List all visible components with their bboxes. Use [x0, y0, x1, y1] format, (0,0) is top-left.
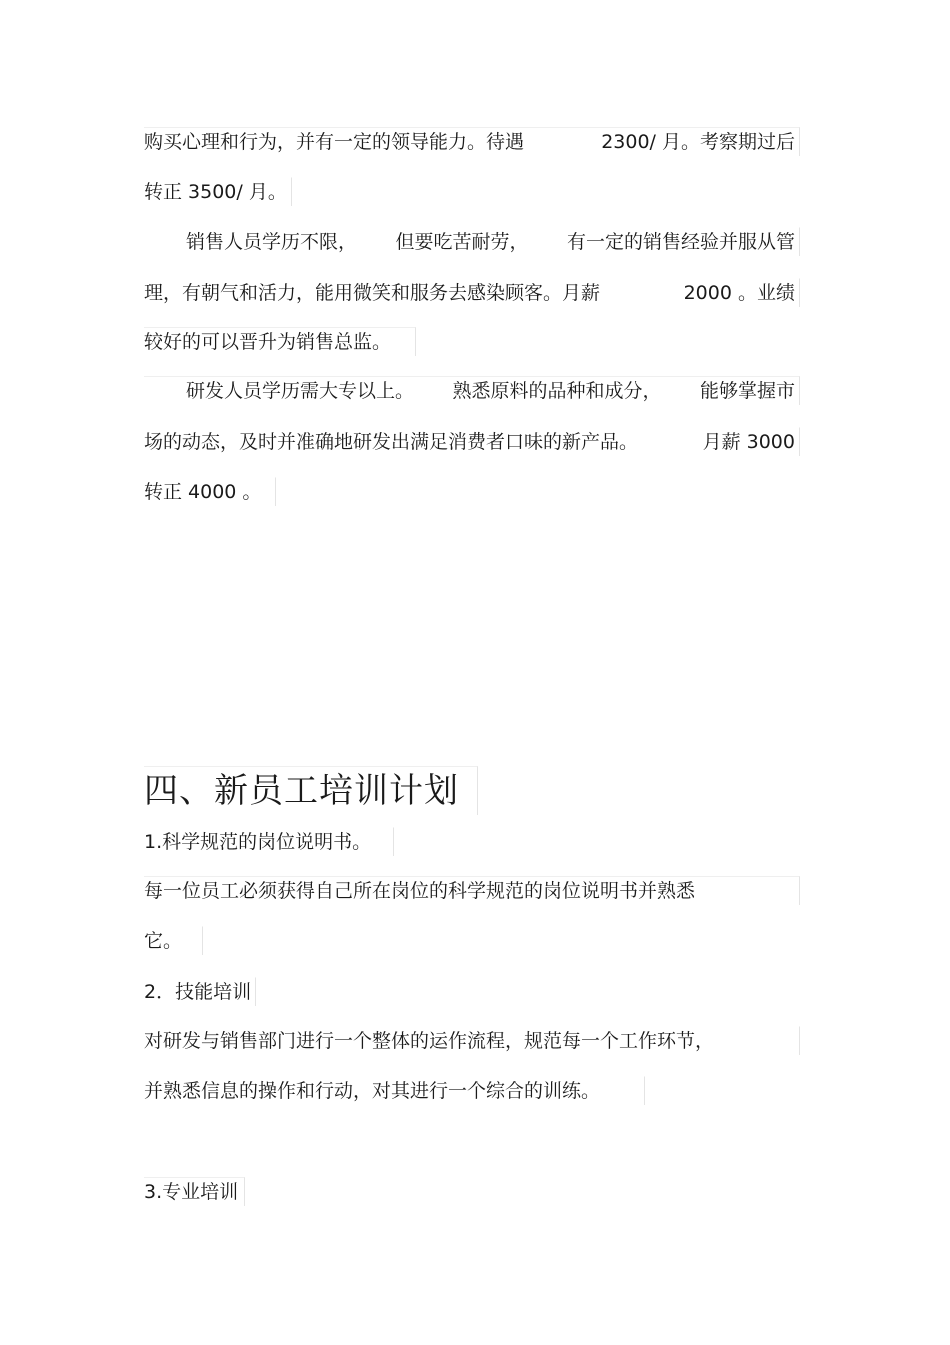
- paragraph-line: 转正 3500/ 月。: [144, 177, 292, 206]
- text-segment: 月薪 3000: [702, 431, 795, 453]
- list-item-title: 3.专业培训: [144, 1177, 245, 1206]
- list-item-title: 2．技能培训: [144, 977, 256, 1006]
- text-segment: 熟悉原料的品种和成分，: [452, 380, 662, 402]
- text-segment: 2300/ 月。考察期过后: [601, 131, 795, 153]
- paragraph-line: 每一位员工必须获得自己所在岗位的科学规范的岗位说明书并熟悉: [144, 876, 800, 905]
- paragraph-line: 转正 4000 。: [144, 477, 276, 506]
- text-segment: 能够掌握市: [699, 380, 795, 402]
- paragraph-line: 较好的可以晋升为销售总监。: [144, 327, 416, 356]
- list-item-title: 1.科学规范的岗位说明书。: [144, 827, 394, 856]
- text-segment: 理，有朝气和活力，能用微笑和服务去感染顾客。月薪: [144, 282, 601, 304]
- paragraph-line: 它。: [144, 926, 203, 955]
- text-segment: 2000 。业绩: [683, 282, 795, 304]
- paragraph-line: [144, 278, 800, 307]
- text-segment: 研发人员学历需大专以上。: [186, 380, 415, 402]
- paragraph-line: [144, 227, 800, 256]
- paragraph-line: [144, 376, 800, 405]
- paragraph-line: [144, 127, 800, 156]
- paragraph-line: 对研发与销售部门进行一个整体的运作流程，规范每一个工作环节，: [144, 1026, 800, 1055]
- text-segment: 购买心理和行为，并有一定的领导能力。待遇: [144, 131, 525, 153]
- paragraph-line: 并熟悉信息的操作和行动，对其进行一个综合的训练。: [144, 1076, 645, 1105]
- paragraph-line: [144, 427, 800, 456]
- text-segment: 有一定的销售经验并服从管: [566, 231, 795, 253]
- text-segment: 销售人员学历不限，: [186, 231, 358, 253]
- text-segment: 场的动态，及时并准确地研发出满足消费者口味的新产品。: [144, 431, 639, 453]
- section-heading: 四、新员工培训计划: [144, 766, 478, 815]
- text-segment: 但要吃苦耐劳，: [395, 231, 529, 253]
